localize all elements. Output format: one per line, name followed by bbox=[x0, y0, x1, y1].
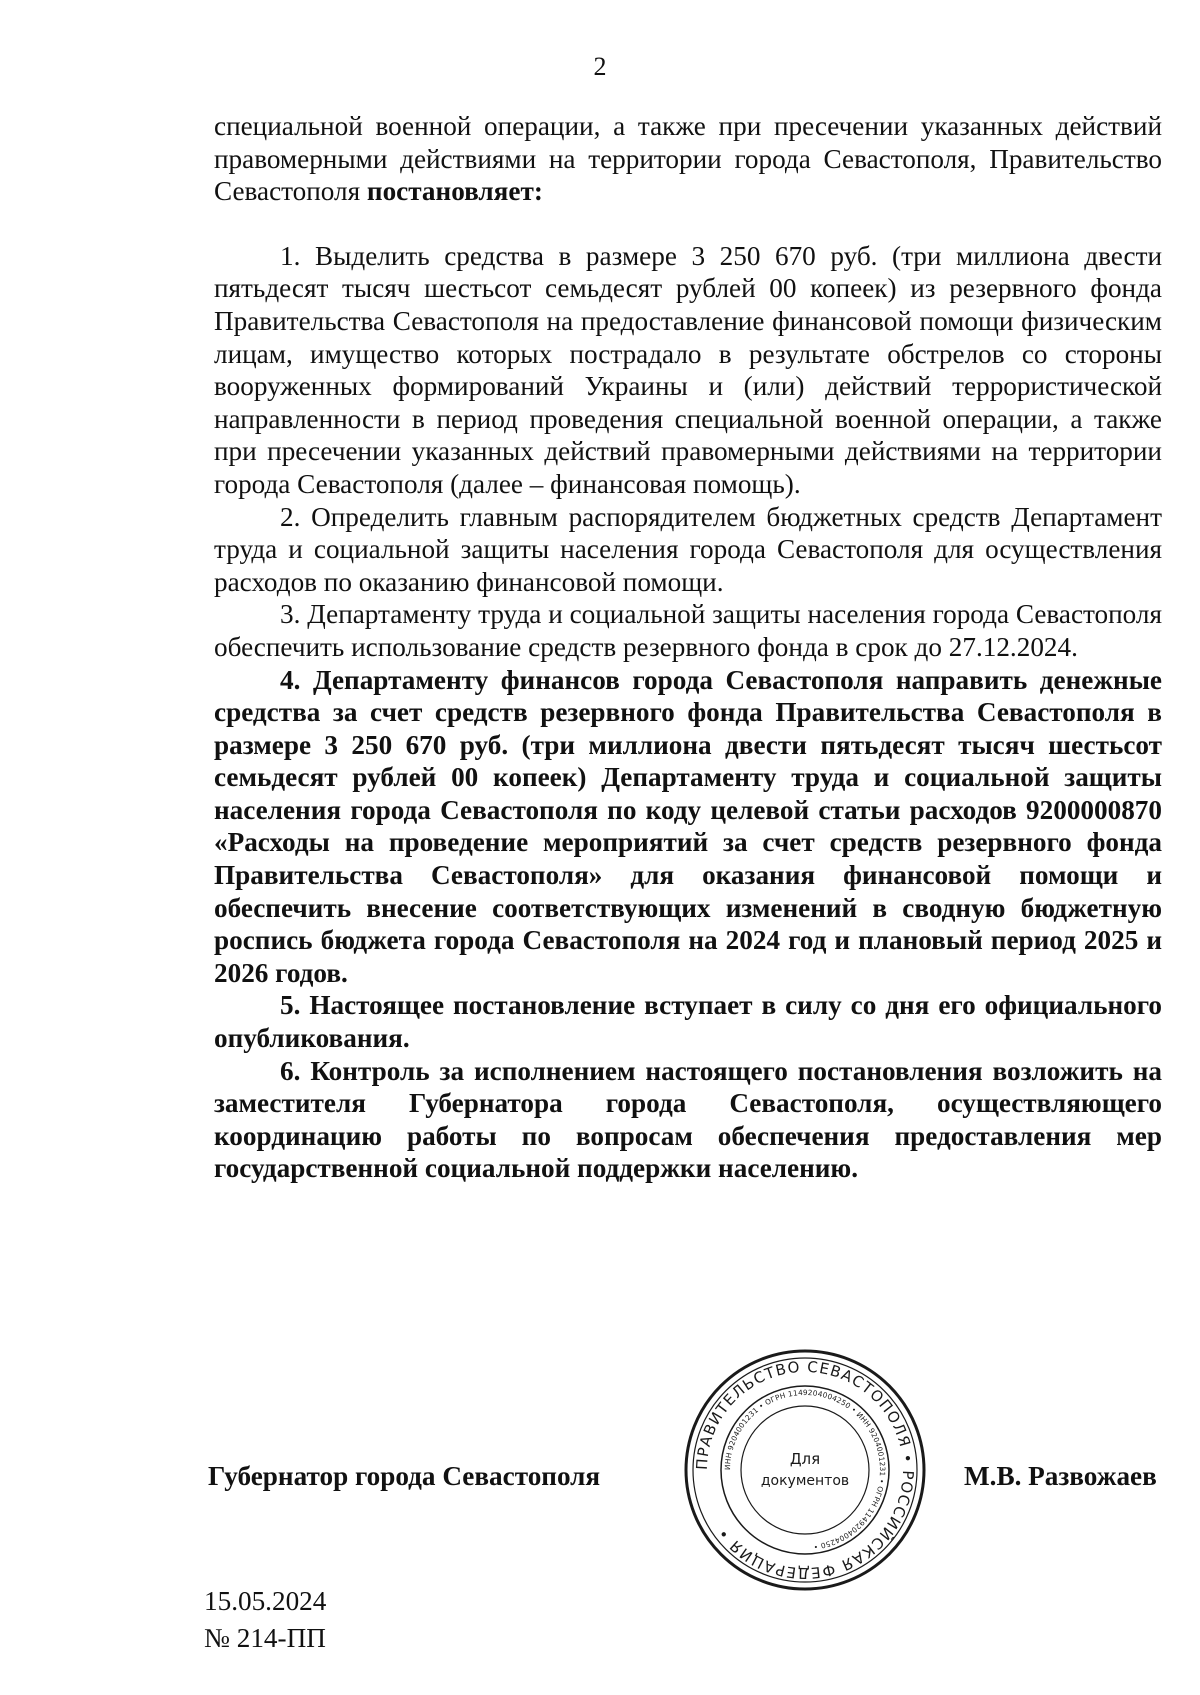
seal-outer-text: ПРАВИТЕЛЬСТВО СЕВАСТОПОЛЯ • РОССИЙСКАЯ ФЕДЕРАЦИЯ • bbox=[692, 1357, 918, 1583]
item-6: 6. Контроль за исполнением настоящего постановления возложить на заместителя Губернатора города Севастополя, осуществляющего координацию работы по вопросам обеспечения предоставления мер государственной социальной поддержки населению. bbox=[214, 1055, 1162, 1184]
seal-inner-text: ИНН 9204001231 • ОГРН 1149204004250 • ИНН 9204001231 • ОГРН 1149204004250 • bbox=[722, 1387, 888, 1552]
document-body bbox=[214, 110, 1162, 1185]
seal-inner-ring bbox=[741, 1406, 869, 1534]
page-number: 2 bbox=[593, 52, 607, 81]
seal-center-line1: Для bbox=[789, 1450, 821, 1468]
official-seal bbox=[680, 1345, 930, 1595]
item-5: 5. Настоящее постановление вступает в силу со дня его официального опубликования. bbox=[214, 990, 1162, 1054]
item-4: 4. Департаменту финансов города Севастополя направить денежные средства за счет средств резервного фонда Правительства Севастополя в размере 3 250 670 руб. (три миллиона двести пятьдесят тысяч шестьсот семьдесят рублей 00 копеек) Департаменту труда и социальной защиты населения города Севастополя по коду целевой статьи расходов 9200000870 «Расходы на проведение мероприятий за счет средств резервного фонда Правительства Севастополя» для оказания финансовой помощи и обеспечить внесение соответствующих изменений в сводную бюджетную роспись бюджета города Севастополя на 2024 год и плановый период 2025 и 2026 годов. bbox=[214, 664, 1162, 988]
signature-title: Губернатор города Севастополя bbox=[208, 1461, 601, 1491]
signature-name: М.В. Развожаев bbox=[964, 1461, 1157, 1491]
item-3: 3. Департаменту труда и социальной защиты населения города Севастополя обеспечить использование средств резервного фонда в срок до 27.12.2024. bbox=[214, 599, 1162, 662]
document-date: 15.05.2024 bbox=[204, 1586, 327, 1616]
intro-text: специальной военной операции, а также при пресечении указанных действий правомерными действиями на территории города Севастополя, Правительство Севастополя bbox=[214, 111, 1162, 207]
intro-paragraph bbox=[214, 110, 1162, 208]
intro-resolves: постановляет: bbox=[366, 176, 543, 207]
document-number: № 214-ПП bbox=[204, 1623, 326, 1653]
seal-graphic bbox=[680, 1345, 930, 1595]
item-2: 2. Определить главным распорядителем бюджетных средств Департамент труда и социальной защиты населения города Севастополя для осуществления расходов по оказанию финансовой помощи. bbox=[214, 501, 1162, 597]
seal-middle-ring bbox=[721, 1386, 889, 1554]
item-1: 1. Выделить средства в размере 3 250 670 руб. (три миллиона двести пятьдесят тысяч шестьсот семьдесят рублей 00 копеек) из резервного фонда Правительства Севастополя на предоставление финансовой помощи физическим лицам, имущество которых пострадало в результате обстрелов со стороны вооруженных формирований Украины и (или) действий террористической направленности в период проведения специальной военной операции, а также при пресечении указанных действий правомерными действиями на территории города Севастополя (далее – финансовая помощь). bbox=[214, 240, 1162, 499]
seal-center-line2: документов bbox=[760, 1473, 850, 1489]
